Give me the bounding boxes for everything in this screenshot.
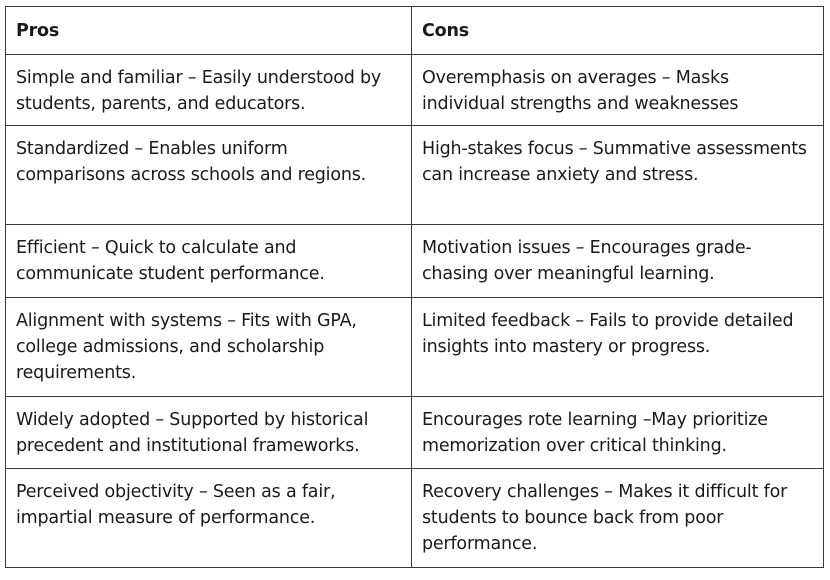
pros-cell: Simple and familiar – Easily understood by students, parents, and educators.: [6, 55, 412, 126]
header-cons: Cons: [412, 7, 824, 55]
pros-cell: Efficient – Quick to calculate and communicate student performance.: [6, 225, 412, 298]
table-row: [6, 469, 824, 568]
cons-cell: Overemphasis on averages – Masks individual strengths and weaknesses: [412, 55, 824, 126]
pros-cell: Alignment with systems – Fits with GPA, college admissions, and scholarship requirements.: [6, 298, 412, 397]
cons-cell: Motivation issues – Encourages grade-chasing over meaningful learning.: [412, 225, 824, 298]
cons-cell: Limited feedback – Fails to provide detailed insights into mastery or progress.: [412, 298, 824, 397]
table-header-row: [6, 7, 824, 55]
pros-cell: Widely adopted – Supported by historical precedent and institutional frameworks.: [6, 397, 412, 469]
pros-cell: Perceived objectivity – Seen as a fair, impartial measure of performance.: [6, 469, 412, 568]
pros-cons-table: [5, 6, 824, 568]
header-pros: Pros: [6, 7, 412, 55]
table-row: [6, 298, 824, 397]
table-row: [6, 126, 824, 225]
cons-cell: Encourages rote learning –May prioritize memorization over critical thinking.: [412, 397, 824, 469]
pros-cell: Standardized – Enables uniform comparisons across schools and regions.: [6, 126, 412, 225]
cons-cell: Recovery challenges – Makes it difficult for students to bounce back from poor performance.: [412, 469, 824, 568]
table-row: [6, 55, 824, 126]
table-row: [6, 397, 824, 469]
cons-cell: High-stakes focus – Summative assessments can increase anxiety and stress.: [412, 126, 824, 225]
table-row: [6, 225, 824, 298]
